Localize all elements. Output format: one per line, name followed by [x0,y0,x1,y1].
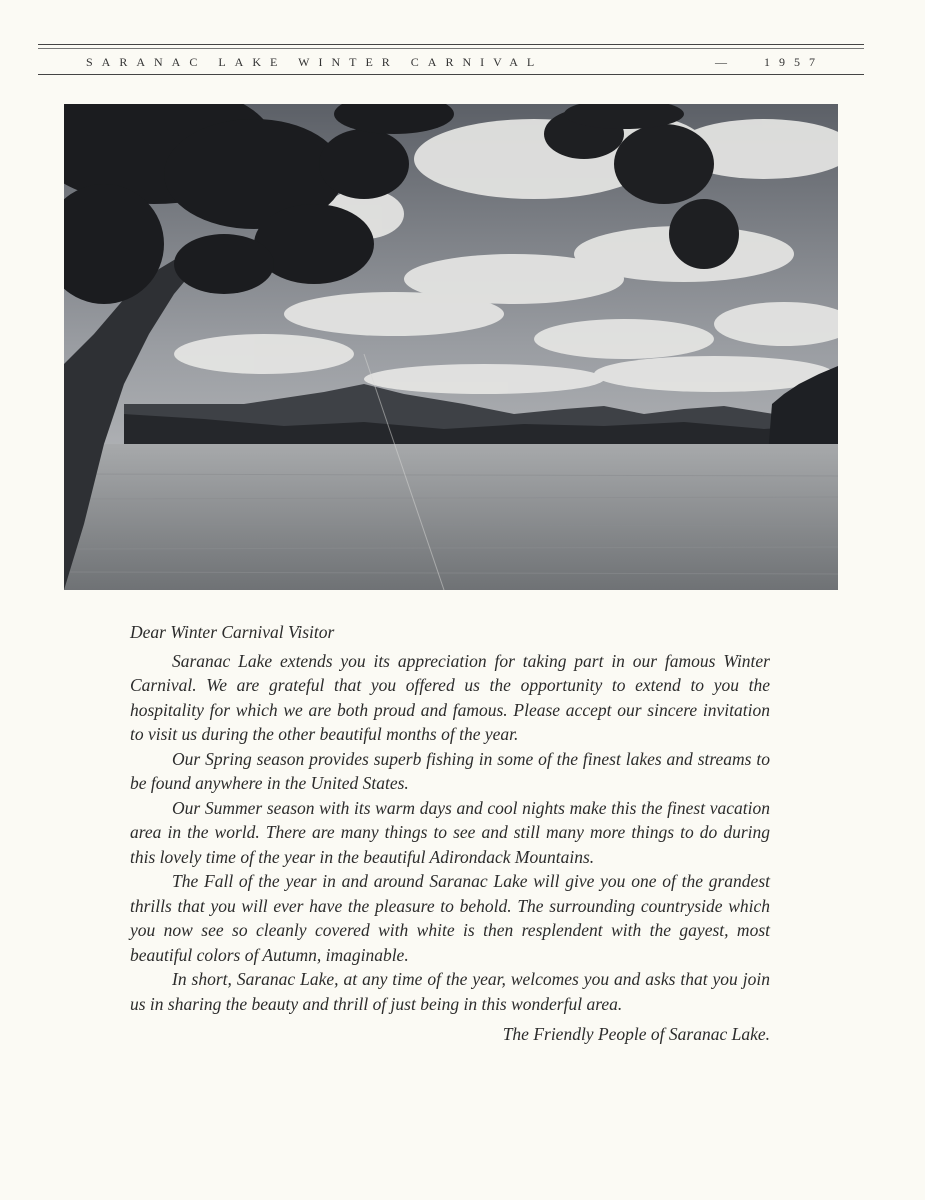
running-head-year: 1957 [764,54,824,69]
paragraph-1: Saranac Lake extends you its appreciation for taking part in our famous Winter Carnival. We are grateful that you offered us the opportunity to extend to you the hospitality for which we are both proud and famous. Please accept our sincere invitation to visit us during the other beautiful months of the year. [130,650,770,744]
salutation: Dear Winter Carnival Visitor [130,622,335,642]
paragraph-5: In short, Saranac Lake, at any time of the year, welcomes you and asks that you join us in sharing the beauty and thrill of just being in this wonderful area. [130,969,770,1014]
header-rule-top [38,44,864,45]
signature: The Friendly People of Saranac Lake. [502,1024,770,1044]
header-rule-top-inner [38,48,864,49]
paragraph-3: Our Summer season with its warm days and cool nights make this the finest vacation area in the world. There are many things to see and still many more things to do during this lovely time of the year in the beautiful Adirondack Mountains. [130,797,770,867]
paragraph-2: Our Spring season provides superb fishing in some of the finest lakes and streams to be found anywhere in the United States. [130,748,770,793]
header-rule-bottom [38,74,864,75]
letter [130,620,770,1047]
running-head-dash: — [715,54,736,69]
lake-photograph [64,104,838,590]
running-head [38,52,864,72]
paragraph-4: The Fall of the year in and around Saranac Lake will give you one of the grandest thrills that you will ever have the pleasure to behold. The surrounding countryside which you now see so cleanly covered with white is then resplendent with the gayest, most beautiful colors of Autumn, imaginable. [130,871,770,965]
running-head-title: SARANAC LAKE WINTER CARNIVAL [86,54,544,69]
